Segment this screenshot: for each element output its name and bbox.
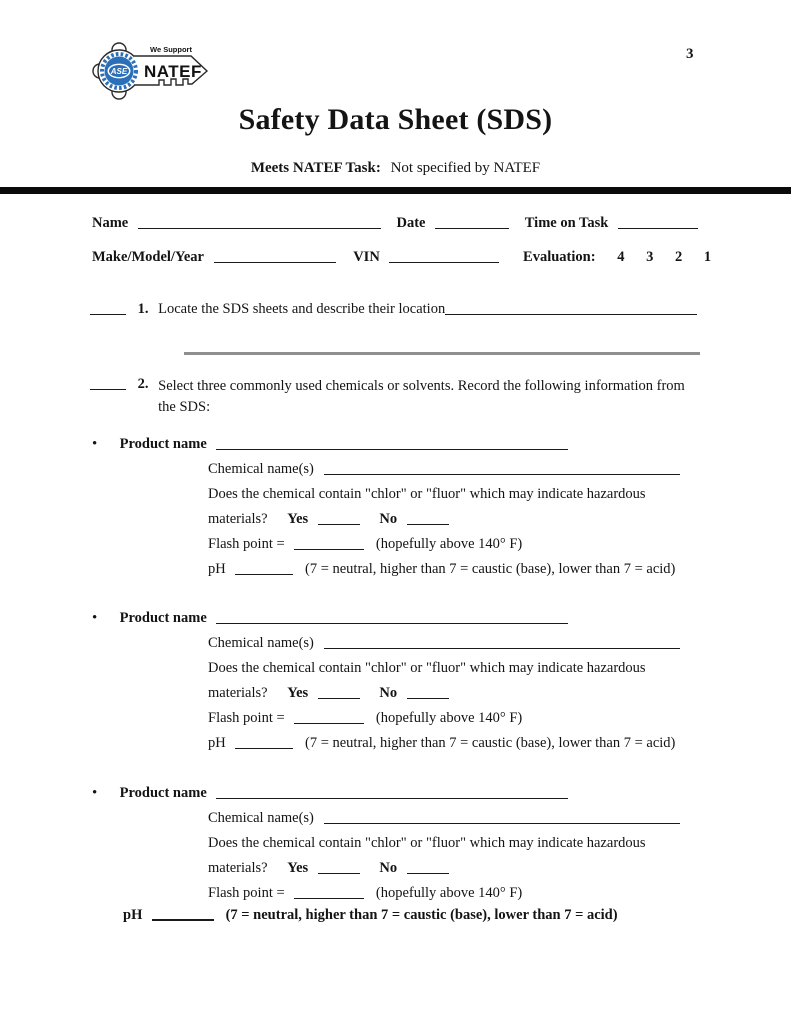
flash-point-note: (hopefully above 140° F) (375, 536, 523, 552)
date-label: Date (396, 215, 426, 231)
flash-point-blank (294, 885, 364, 899)
time-on-task-blank (618, 215, 698, 229)
vin-blank (389, 249, 499, 263)
task-1-continuation-line (184, 352, 700, 355)
materials-label: materials? (208, 511, 268, 527)
final-ph-row (123, 906, 618, 924)
no-blank (407, 860, 449, 874)
yes-label: Yes (287, 685, 309, 701)
task-1 (90, 301, 697, 318)
ase-logo-text: ASE (110, 67, 128, 76)
task-2-text: Select three commonly used chemicals or solvents. Record the following information from the SDS: (158, 378, 685, 415)
materials-label: materials? (208, 685, 268, 701)
bullet-icon: • (92, 610, 98, 626)
final-ph-blank (152, 906, 214, 921)
flash-point-row (92, 706, 712, 731)
ph-label: pH (208, 561, 226, 577)
task-1-answer-blank (445, 301, 697, 315)
natef-key-icon (92, 38, 220, 106)
task-2-grade-blank (90, 376, 126, 390)
header-divider (0, 187, 791, 194)
yes-blank (318, 860, 360, 874)
yes-label: Yes (287, 511, 309, 527)
chlor-fluor-question-row (92, 656, 712, 681)
product-name-label: Product name (119, 610, 207, 626)
flash-point-note: (hopefully above 140° F) (375, 885, 523, 901)
flash-point-row (92, 881, 712, 906)
chlor-fluor-question: Does the chemical contain "chlor" or "fluor" which may indicate hazardous (208, 835, 646, 851)
yes-blank (318, 685, 360, 699)
ph-blank (235, 735, 293, 749)
name-label: Name (92, 215, 129, 231)
make-model-year-blank (214, 249, 336, 263)
subtitle (0, 160, 791, 177)
name-blank (138, 215, 381, 229)
ph-blank (235, 561, 293, 575)
page-title: Safety Data Sheet (SDS) (238, 103, 553, 136)
vin-label: VIN (353, 249, 380, 265)
chemical-name-row (92, 631, 712, 656)
no-label: No (379, 511, 398, 527)
bullet-icon: • (92, 785, 98, 801)
ph-note: (7 = neutral, higher than 7 = caustic (base), lower than 7 = acid) (304, 561, 676, 577)
no-label: No (379, 685, 398, 701)
no-blank (407, 511, 449, 525)
product-name-row (92, 781, 712, 806)
evaluation-score-3: 3 (646, 249, 654, 265)
chemical-name-label: Chemical name(s) (208, 461, 314, 477)
ph-note: (7 = neutral, higher than 7 = caustic (base), lower than 7 = acid) (304, 735, 676, 751)
header-row-2 (92, 249, 711, 266)
subtitle-label: Meets NATEF Task: (250, 160, 381, 176)
flash-point-blank (294, 536, 364, 550)
chemical-name-row (92, 457, 712, 482)
product-name-row (92, 606, 712, 631)
task-2 (90, 376, 703, 418)
chemical-name-label: Chemical name(s) (208, 635, 314, 651)
product-block-2 (92, 606, 712, 756)
bullet-icon: • (92, 436, 98, 452)
logo-natef-text: NATEF (144, 62, 202, 81)
final-ph-note: (7 = neutral, higher than 7 = caustic (base), lower than 7 = acid) (225, 907, 618, 923)
chemical-name-label: Chemical name(s) (208, 810, 314, 826)
subtitle-value: Not specified by NATEF (390, 160, 541, 176)
ph-row (92, 557, 712, 582)
header-row-1 (92, 215, 698, 232)
chlor-fluor-question: Does the chemical contain "chlor" or "fluor" which may indicate hazardous (208, 660, 646, 676)
evaluation-score-4: 4 (617, 249, 625, 265)
evaluation-label: Evaluation: (523, 249, 596, 265)
time-on-task-label: Time on Task (524, 215, 609, 231)
date-blank (435, 215, 509, 229)
flash-point-label: Flash point = (208, 885, 285, 901)
flash-point-row (92, 532, 712, 557)
materials-yes-no-row (92, 856, 712, 881)
flash-point-blank (294, 710, 364, 724)
chemical-name-row (92, 806, 712, 831)
product-name-label: Product name (119, 436, 207, 452)
evaluation-score-2: 2 (674, 249, 683, 265)
no-blank (407, 685, 449, 699)
flash-point-label: Flash point = (208, 710, 285, 726)
page-number: 3 (686, 46, 694, 62)
product-name-label: Product name (119, 785, 207, 801)
task-1-text: Locate the SDS sheets and describe their location (158, 301, 446, 317)
chemical-name-blank (324, 810, 680, 824)
final-ph-label: pH (123, 907, 143, 923)
product-name-blank (216, 436, 568, 450)
product-name-row (92, 432, 712, 457)
no-label: No (379, 860, 398, 876)
product-name-blank (216, 785, 568, 799)
chlor-fluor-question: Does the chemical contain "chlor" or "fluor" which may indicate hazardous (208, 486, 646, 502)
product-block-1 (92, 432, 712, 582)
make-model-year-label: Make/Model/Year (92, 249, 204, 265)
ph-row (92, 731, 712, 756)
yes-label: Yes (287, 860, 309, 876)
ph-label: pH (208, 735, 226, 751)
logo-we-support-text: We Support (150, 45, 192, 54)
natef-logo (92, 38, 220, 111)
product-block-3 (92, 781, 712, 906)
task-2-number: 2. (137, 376, 149, 392)
chlor-fluor-question-row (92, 482, 712, 507)
chemical-name-blank (324, 635, 680, 649)
task-1-grade-blank (90, 301, 126, 315)
materials-label: materials? (208, 860, 268, 876)
flash-point-label: Flash point = (208, 536, 285, 552)
evaluation-score-1: 1 (703, 249, 712, 265)
materials-yes-no-row (92, 681, 712, 706)
materials-yes-no-row (92, 507, 712, 532)
flash-point-note: (hopefully above 140° F) (375, 710, 523, 726)
chemical-name-blank (324, 461, 680, 475)
task-1-number: 1. (137, 301, 149, 317)
product-name-blank (216, 610, 568, 624)
yes-blank (318, 511, 360, 525)
chlor-fluor-question-row (92, 831, 712, 856)
